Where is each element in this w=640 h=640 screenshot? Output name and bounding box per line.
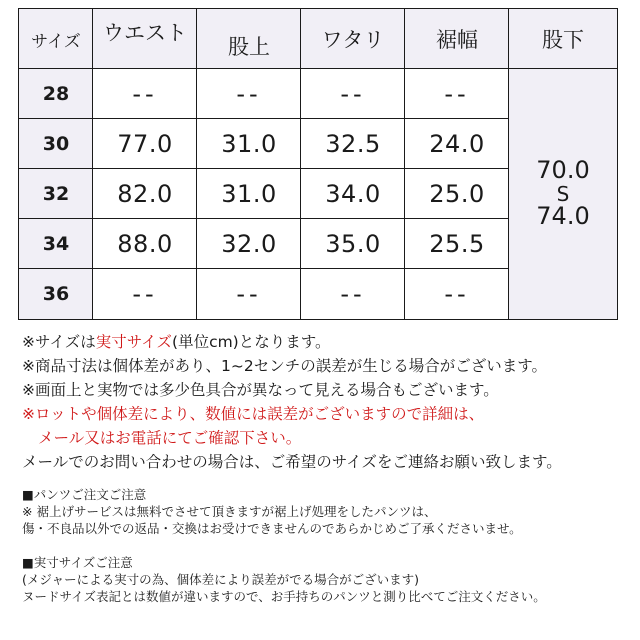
header-size: サイズ [18,8,94,70]
header-inseam: 股下 [508,8,618,70]
row-size-28: 28 [18,68,94,120]
size-table [18,8,618,320]
row-size-30: 30 [18,118,94,170]
inseam-max: 74.0 [536,202,590,230]
cell-thigh: -- [300,68,406,120]
pants-notice-line: ※ 裾上げサービスは無料でさせて頂きますが裾上げ処理をしたパンツは、 [22,504,437,519]
cell-hem: 25.0 [404,168,510,220]
cell-hem: -- [404,68,510,120]
cell-thigh: -- [300,268,406,320]
note-contact-confirm: メール又はお電話にてご確認下さい。 [38,429,302,447]
note-color-difference: ※画面上と実物では多少色具合が異なって見える場合もございます。 [22,381,499,399]
header-waist: ウエスト [92,8,198,70]
note-email-inquiry: メールでのお問い合わせの場合は、ご希望のサイズをご連絡お願い致します。 [22,453,562,471]
note-text: ※サイズは [22,333,96,351]
inseam-separator: S [556,182,570,206]
inseam-min: 70.0 [536,156,590,185]
note-dimension-variance: ※商品寸法は個体差があり、1~2センチの誤差が生じる場合がございます。 [22,357,547,375]
notes-section [22,330,632,605]
pants-notice-line: 傷・不良品以外での返品・交換はお受けできませんのであらかじめご了承くださいませ。 [22,521,522,536]
cell-waist: -- [92,68,198,120]
row-size-32: 32 [18,168,94,220]
cell-waist: 82.0 [92,168,198,220]
note-lot-variance: ※ロットや個体差により、数値には誤差がございますので詳細は、 [22,405,485,423]
header-rise: 股上 [196,8,302,70]
cell-rise: 32.0 [196,218,302,270]
cell-thigh: 35.0 [300,218,406,270]
cell-thigh: 34.0 [300,168,406,220]
cell-hem: -- [404,268,510,320]
cell-hem: 25.5 [404,218,510,270]
cell-rise: 31.0 [196,118,302,170]
cell-hem: 24.0 [404,118,510,170]
cell-rise: 31.0 [196,168,302,220]
pants-notice-title: ■パンツご注文ご注意 [22,487,147,502]
note-highlight: 実寸サイズ [95,333,173,351]
cell-waist: 77.0 [92,118,198,170]
header-thigh: ワタリ [300,8,406,70]
cell-rise: -- [196,268,302,320]
size-notice-line: (メジャーによる実寸の為、個体差により誤差がでる場合がございます) [22,572,420,587]
cell-thigh: 32.5 [300,118,406,170]
header-hem: 裾幅 [404,8,510,70]
note-text: (単位cm)となります。 [172,333,331,351]
cell-waist: 88.0 [92,218,198,270]
cell-rise: -- [196,68,302,120]
size-notice-line: ヌードサイズ表記とは数値が違いますので、お手持ちのパンツと測り比べてご注文ください。 [22,589,546,604]
row-size-34: 34 [18,218,94,270]
note-actual-size [22,330,632,354]
inseam-range-cell [508,68,618,320]
row-size-36: 36 [18,268,94,320]
size-notice-title: ■実寸サイズご注意 [22,555,133,570]
cell-waist: -- [92,268,198,320]
